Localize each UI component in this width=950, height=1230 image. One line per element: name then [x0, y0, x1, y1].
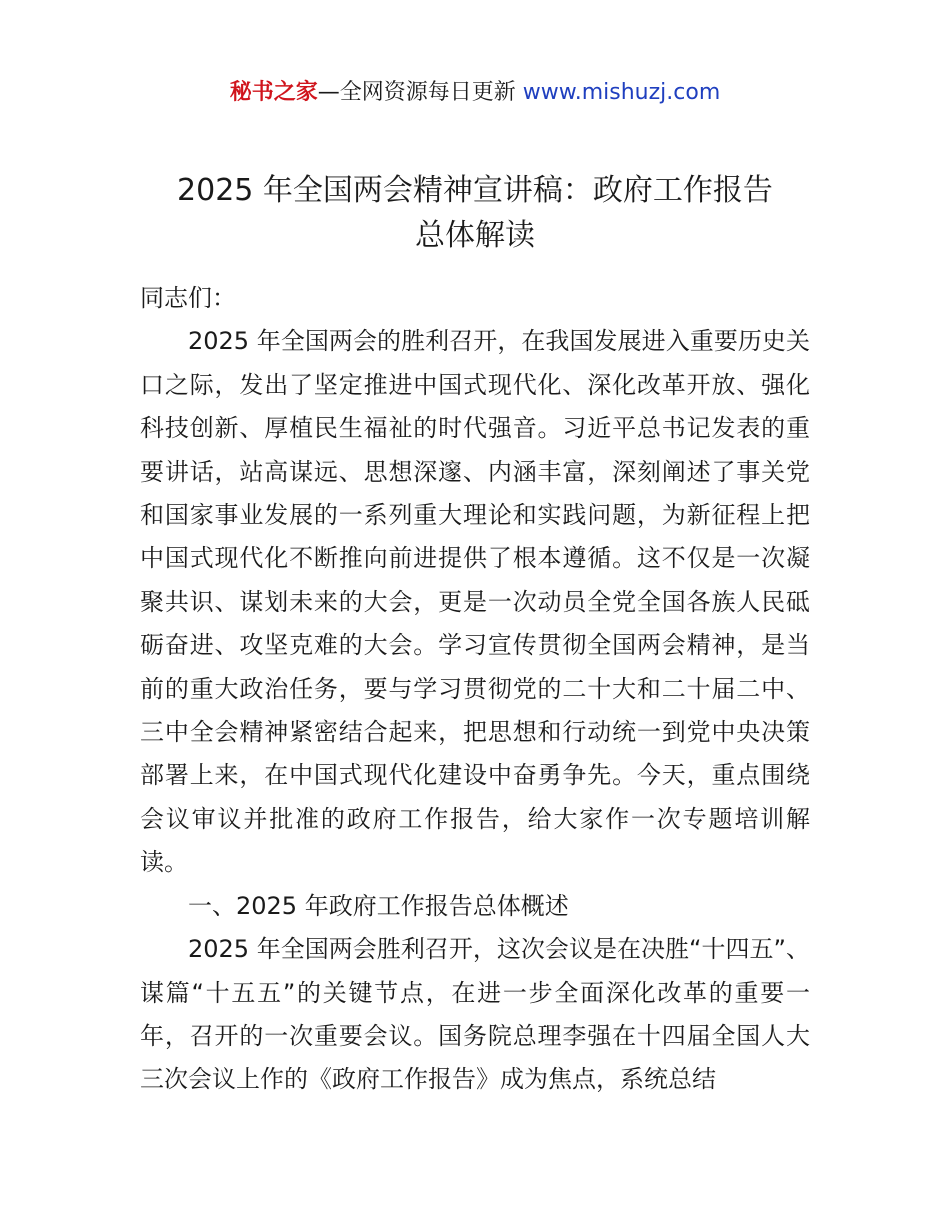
- section-heading-1: 一、2025 年政府工作报告总体概述: [188, 891, 569, 920]
- salutation: 同志们：: [140, 284, 236, 312]
- document-title: [140, 168, 810, 258]
- paragraph-intro: 2025 年全国两会的胜利召开，在我国发展进入重要历史关口之际，发出了坚定推进中国式现代化、深化改革开放、强化科技创新、厚植民生福祉的时代强音。习近平总书记发表的重要讲话，站高谋远、思想深邃、内涵丰富，深刻阐述了事关党和国家事业发展的一系列重大理论和实践问题，为新征程上把中国式现代化不断推向前进提供了根本遵循。这不仅是一次凝聚共识、谋划未来的大会，更是一次动员全党全国各族人民砥砺奋进、攻坚克难的大会。学习宣传贯彻全国两会精神，是当前的重大政治任务，要与学习贯彻党的二十大和二十届二中、三中全会精神紧密结合起来，把思想和行动统一到党中央决策部署上来，在中国式现代化建设中奋勇争先。今天，重点围绕会议审议并批准的政府工作报告，给大家作一次专题培训解读。: [140, 327, 810, 877]
- site-url-link[interactable]: www.mishuzj.com: [522, 80, 721, 105]
- site-header: [0, 76, 950, 110]
- site-slogan: —全网资源每日更新: [317, 80, 523, 105]
- document-body: [140, 277, 810, 1102]
- document-title-line-1: 2025 年全国两会精神宣讲稿：政府工作报告: [177, 173, 773, 208]
- site-brand: 秘书之家: [229, 80, 318, 105]
- paragraph-overview: 2025 年全国两会胜利召开，这次会议是在决胜“十四五”、谋篇“十五五”的关键节点，在进一步全面深化改革的重要一年，召开的一次重要会议。国务院总理李强在十四届全国人大三次会议上作的《政府工作报告》成为焦点，系统总结: [140, 935, 810, 1094]
- document-title-line-2: 总体解读: [415, 218, 535, 253]
